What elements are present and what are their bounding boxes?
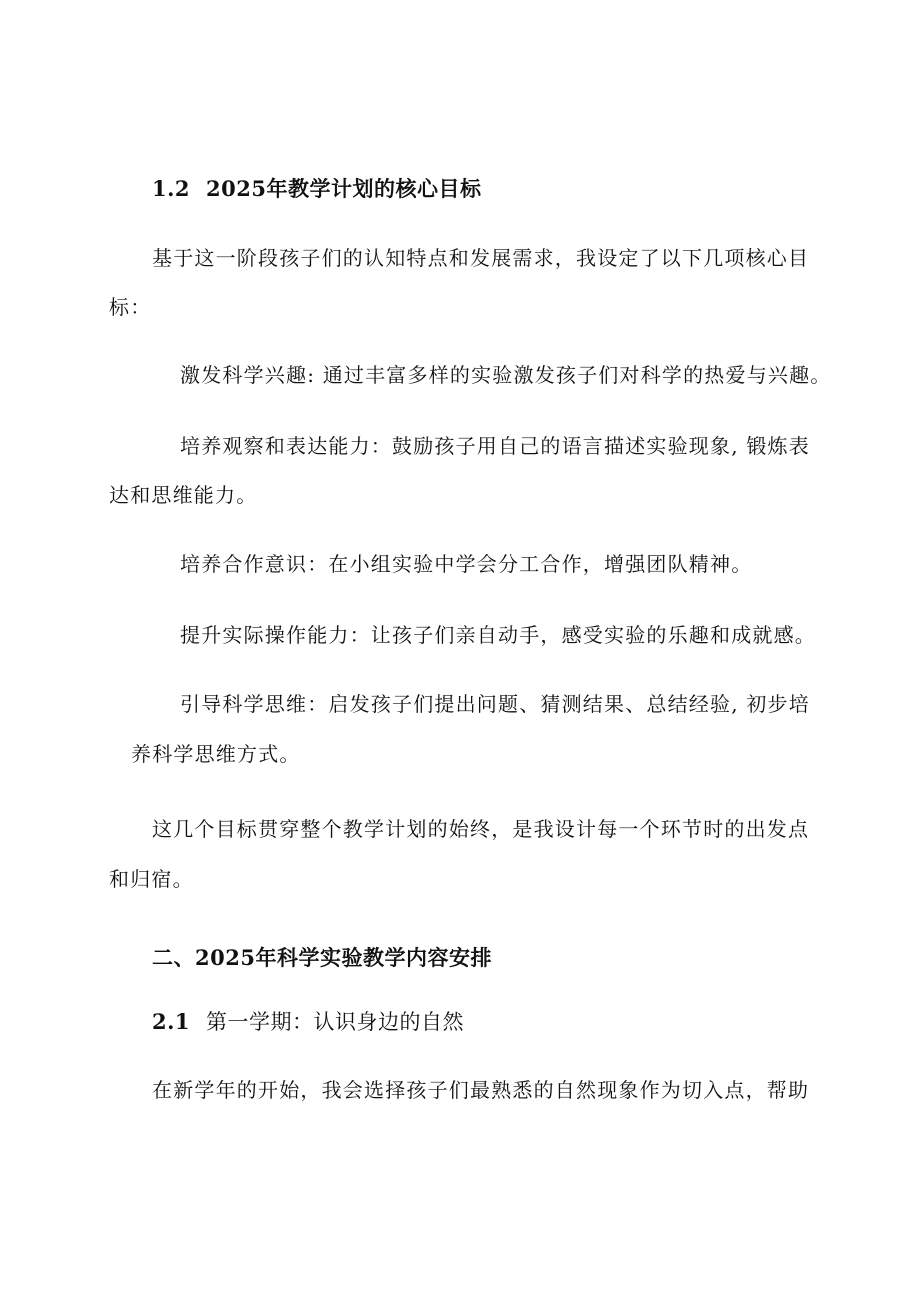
para-2-1-line-1: 在新学年的开始，我会选择孩子们最熟悉的自然现象作为切入点，帮助 [152,1078,810,1102]
section-heading-2: 二、2025年科学实验教学内容安排 [152,945,492,970]
goal-5-line-2: 养科学思维方式。 [131,742,301,766]
section-heading-2-1 [152,1008,464,1036]
goal-5-line-1: 引导科学思维：启发孩子们提出问题、猜测结果、总结经验, 初步培 [180,692,810,716]
section-title: 第一学期：认识身边的自然 [206,1010,465,1034]
intro-line-2: 标： [109,295,152,319]
summary-line-1: 这几个目标贯穿整个教学计划的始终，是我设计每一个环节时的出发点 [152,817,810,841]
goal-4-line-1: 提升实际操作能力：让孩子们亲自动手，感受实验的乐趣和成就感。 [180,623,816,647]
summary-line-2: 和归宿。 [109,867,194,891]
section-number: 1.2 [152,176,191,201]
goal-3-line-1: 培养合作意识：在小组实验中学会分工合作，增强团队精神。 [180,552,753,576]
goal-2-line-1: 培养观察和表达能力：鼓励孩子用自己的语言描述实验现象, 锻炼表 [180,434,810,458]
section-number: 2.1 [152,1009,191,1034]
section-title: 2025年教学计划的核心目标 [206,176,482,201]
intro-line-1: 基于这一阶段孩子们的认知特点和发展需求，我设定了以下几项核心目 [152,246,810,270]
goal-1-line-1: 激发科学兴趣: 通过丰富多样的实验激发孩子们对科学的热爱与兴趣。 [180,363,832,387]
section-heading-1-2 [152,175,482,203]
goal-2-line-2: 达和思维能力。 [109,483,258,507]
